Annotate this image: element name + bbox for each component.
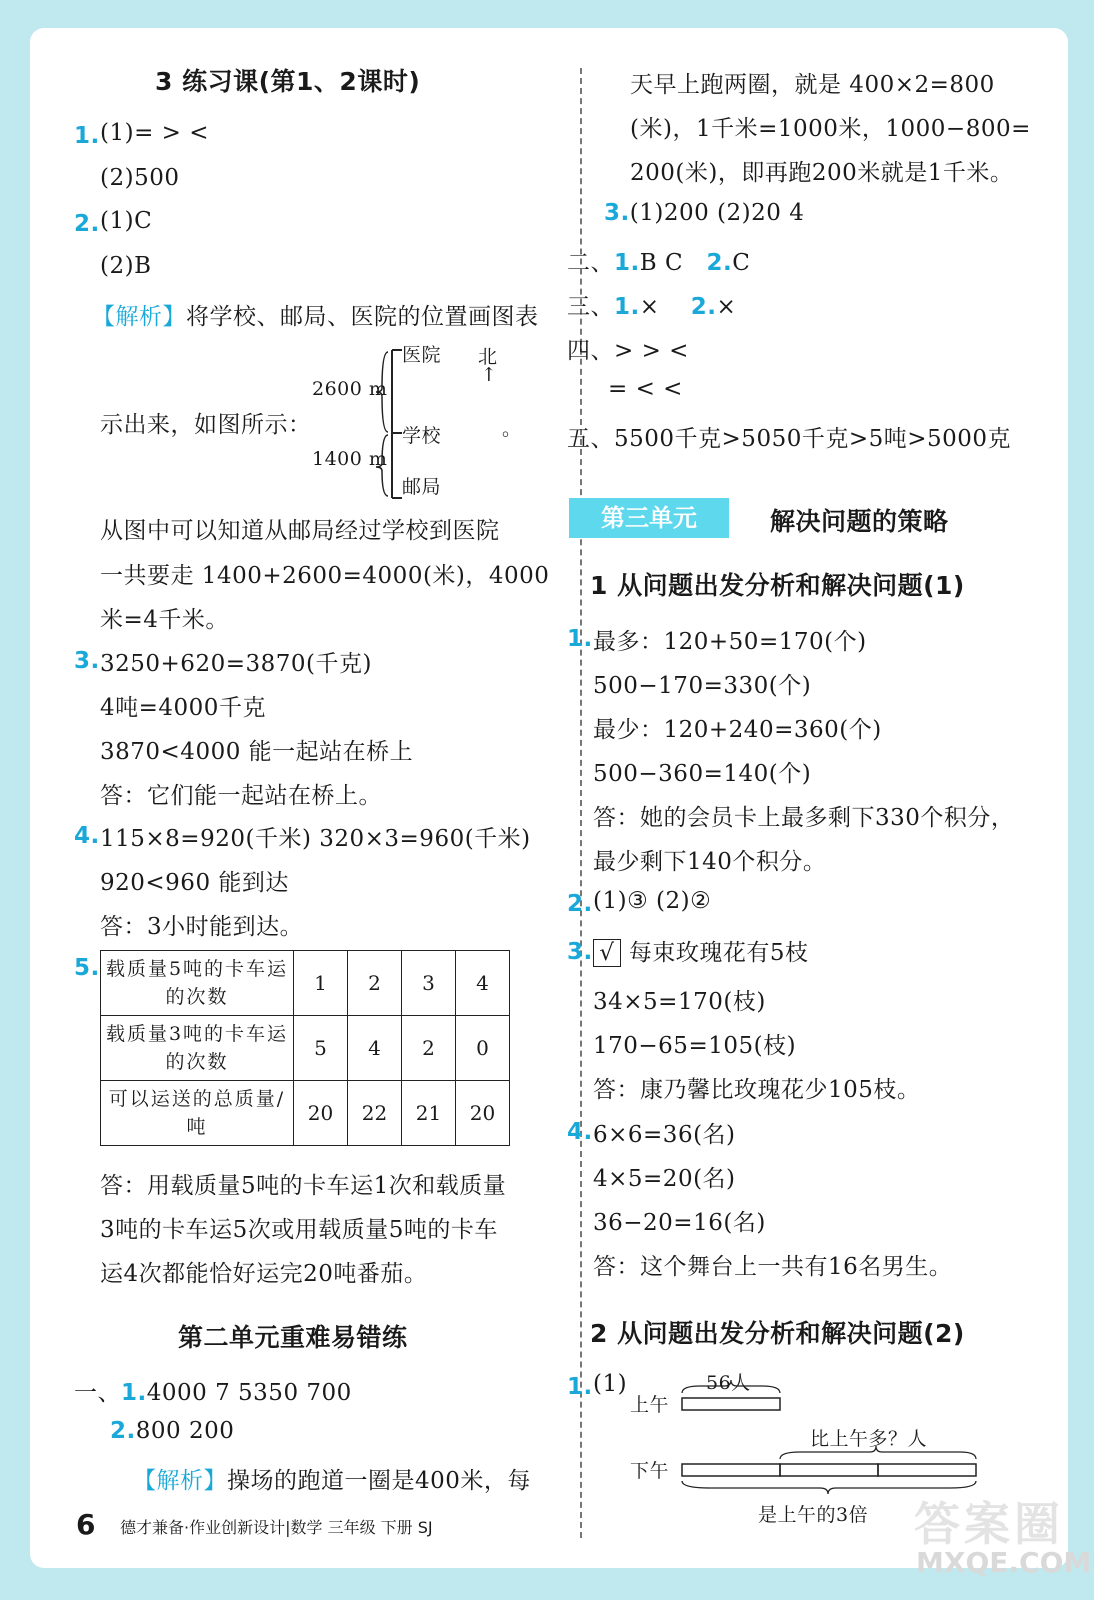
question-number: 2. — [706, 250, 733, 276]
section-heading-2: 2 从问题出发分析和解决问题(2) — [590, 1319, 965, 1348]
answer-line: 36−20=16(名) — [593, 1210, 766, 1236]
unit3-badge: 第三单元 — [569, 498, 729, 538]
answer-line: 天早上跑两圈，就是 400×2=800 — [630, 72, 995, 98]
answer-page — [30, 28, 1068, 1568]
question-number: 2. — [690, 294, 717, 320]
table-row-header: 载质量5吨的卡车运的次数 — [101, 951, 294, 1016]
section-two — [567, 244, 750, 277]
answer-text: 每束玫瑰花有5枝 — [628, 940, 809, 966]
watermark-url: MXQE.COM — [916, 1546, 1092, 1579]
truck-table — [100, 950, 510, 1146]
table-cell: 3 — [402, 951, 456, 1016]
answer-line: (2)B — [100, 253, 152, 279]
answer-line: 4吨=4000千克 — [100, 695, 266, 721]
answer-line: 答：康乃馨比玫瑰花少105枝。 — [593, 1077, 921, 1103]
question-number: 1. — [567, 1374, 593, 1400]
period: 。 — [502, 418, 522, 440]
table-cell: 21 — [402, 1081, 456, 1146]
table-row-header: 可以运送的总质量/吨 — [101, 1081, 294, 1146]
section-one — [74, 1374, 352, 1407]
answer-line: 4×5=20(名) — [593, 1166, 736, 1192]
table-cell: 0 — [456, 1016, 510, 1081]
answer-text: C — [732, 250, 751, 276]
answer-line: (1)③ (2)② — [593, 888, 712, 914]
analysis-label: 【解析】 — [92, 304, 186, 330]
answer-line — [593, 934, 808, 967]
answer-line: 3870<4000 能一起站在桥上 — [100, 739, 414, 765]
answer-line: 答：她的会员卡上最多剩下330个积分， — [593, 805, 1015, 831]
table-cell: 1 — [294, 951, 348, 1016]
analysis-line — [92, 298, 539, 331]
answer-line: 最多：120+50=170(个) — [593, 629, 867, 655]
answer-text: 800 200 — [135, 1418, 235, 1444]
table-row — [101, 1081, 510, 1146]
answer-line: 3250+620=3870(千克) — [100, 651, 372, 677]
answer-line: 115×8=920(千米) 320×3=960(千米) — [100, 826, 531, 852]
answer-line: 答：它们能一起站在桥上。 — [100, 783, 382, 809]
question-number: 1. — [614, 294, 640, 320]
table-cell: 20 — [294, 1081, 348, 1146]
answer-line: (1)C — [100, 208, 153, 234]
answer-line: (1)= > < — [100, 120, 210, 146]
hospital-label: 医院 — [402, 344, 442, 366]
section-prefix: 四、 — [567, 338, 614, 364]
answer-line: 34×5=170(枝) — [593, 989, 766, 1015]
table-cell: 2 — [348, 951, 402, 1016]
section-prefix: 二、 — [567, 250, 614, 276]
answer-line: 500−170=330(个) — [593, 673, 812, 699]
page-number: 6 — [76, 1508, 96, 1541]
answer-text: (1)200 (2)20 4 — [629, 200, 805, 226]
answer-line: (1) — [593, 1371, 628, 1397]
answer-line: 米=4千米。 — [100, 607, 229, 633]
unit2-heading: 第二单元重难易错练 — [178, 1323, 408, 1352]
answer-line: 答：用载质量5吨的卡车运1次和载质量 — [100, 1173, 507, 1199]
question-number: 4. — [74, 823, 100, 849]
answer-line: = < < — [608, 376, 683, 402]
section-prefix: 三、 — [567, 294, 614, 320]
answer-line: 170−65=105(枝) — [593, 1033, 797, 1059]
afternoon-bar — [780, 1464, 878, 1476]
question-number: 3. — [74, 648, 100, 674]
analysis-text: 将学校、邮局、医院的位置画图表 — [186, 304, 539, 330]
afternoon-label: 下午 — [630, 1460, 670, 1482]
answer-line: 200(米)，即再跑200米就是1千米。 — [630, 160, 1014, 186]
answer-line: 500−360=140(个) — [593, 761, 812, 787]
answer-text: > > < — [614, 338, 689, 364]
morning-count: 56人 — [706, 1372, 751, 1394]
question-number: 2. — [567, 891, 593, 917]
answer-text: × — [716, 294, 737, 320]
table-cell: 4 — [456, 951, 510, 1016]
question-number: 1. — [74, 123, 100, 149]
answer-line: 从图中可以知道从邮局经过学校到医院 — [100, 518, 500, 544]
north-arrow-icon: ↑ — [481, 364, 498, 386]
table-cell: 4 — [348, 1016, 402, 1081]
section-heading-practice: 3 练习课(第1、2课时) — [155, 67, 421, 96]
diagram-intro: 示出来，如图所示： — [100, 412, 312, 438]
distance-2600: 2600 m — [312, 378, 388, 400]
analysis-label: 【解析】 — [133, 1468, 227, 1494]
footer-text: 德才兼备·作业创新设计|数学 三年级 下册 SJ — [120, 1518, 433, 1537]
question-number: 1. — [614, 250, 640, 276]
section-heading-1: 1 从问题出发分析和解决问题(1) — [590, 571, 965, 600]
answer-line: 运4次都能恰好运完20吨番茄。 — [100, 1261, 428, 1287]
table-cell: 22 — [348, 1081, 402, 1146]
section-one-q2 — [110, 1418, 234, 1444]
section-three — [567, 288, 736, 321]
answer-line: 3吨的卡车运5次或用载质量5吨的卡车 — [100, 1217, 498, 1243]
answer-line: 最少剩下140个积分。 — [593, 849, 827, 875]
section-prefix: 一、 — [74, 1380, 121, 1406]
analysis-text: 操场的跑道一圈是400米，每 — [227, 1468, 531, 1494]
school-label: 学校 — [402, 425, 442, 447]
answer-line: 答：3小时能到达。 — [100, 914, 304, 940]
unit3-title: 解决问题的策略 — [770, 507, 949, 536]
answer-text: × — [639, 294, 660, 320]
morning-label: 上午 — [630, 1394, 670, 1416]
post-office-label: 邮局 — [402, 476, 442, 498]
question-number: 4. — [567, 1119, 593, 1145]
answer-line: 最少：120+240=360(个) — [593, 717, 882, 743]
afternoon-bar — [682, 1464, 780, 1476]
question-number: 2. — [74, 211, 100, 237]
answer-line: 6×6=36(名) — [593, 1122, 736, 1148]
table-cell: 5 — [294, 1016, 348, 1081]
section-four — [567, 332, 689, 365]
answer-text: B C — [639, 250, 684, 276]
answer-line: (米)，1千米=1000米，1000−800= — [630, 116, 1031, 142]
answer-line: 一共要走 1400+2600=4000(米)，4000 — [100, 563, 550, 589]
table-cell: 20 — [456, 1081, 510, 1146]
table-row — [101, 1016, 510, 1081]
analysis-line — [133, 1462, 531, 1495]
question-number: 5. — [74, 955, 100, 981]
question-number: 3. — [604, 200, 630, 226]
question-number: 1. — [121, 1380, 147, 1406]
question-number: 2. — [110, 1418, 136, 1444]
watermark-logo: 答案圈 — [914, 1497, 1064, 1551]
section-five: 五、5500千克>5050千克>5吨>5000克 — [567, 426, 1012, 452]
table-row — [101, 951, 510, 1016]
times-label: 是上午的3倍 — [758, 1504, 869, 1526]
answer-line: 答：这个舞台上一共有16名男生。 — [593, 1254, 953, 1280]
distance-1400: 1400 m — [312, 448, 388, 470]
answer-line: (2)500 — [100, 165, 180, 191]
question-number: 1. — [567, 626, 593, 652]
afternoon-bar — [878, 1464, 976, 1476]
table-row-header: 载质量3吨的卡车运的次数 — [101, 1016, 294, 1081]
more-question: 比上午多？人 — [810, 1428, 928, 1450]
question-number: 3. — [567, 939, 593, 965]
north-label: 北 — [478, 346, 498, 368]
morning-bar — [682, 1398, 780, 1410]
check-box-icon: √ — [593, 939, 621, 967]
answer-text: 4000 7 5350 700 — [146, 1380, 352, 1406]
table-cell: 2 — [402, 1016, 456, 1081]
answer-line — [604, 200, 804, 226]
answer-line: 920<960 能到达 — [100, 870, 289, 896]
